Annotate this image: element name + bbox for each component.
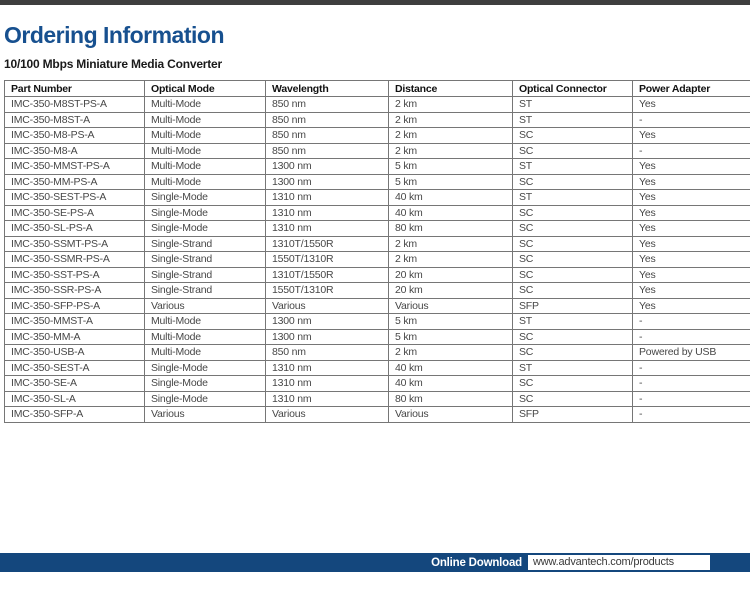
table-cell: IMC-350-MMST-PS-A	[5, 159, 145, 175]
download-url-link[interactable]: www.advantech.com/products	[528, 555, 710, 570]
table-cell: 40 km	[389, 376, 513, 392]
table-cell: 850 nm	[266, 97, 389, 113]
table-row	[5, 329, 750, 345]
table-cell: 1300 nm	[266, 314, 389, 330]
table-cell: SC	[513, 376, 633, 392]
table-cell: IMC-350-MM-PS-A	[5, 174, 145, 190]
table-cell: 1550T/1310R	[266, 252, 389, 268]
table-row	[5, 376, 750, 392]
online-download-label: Online Download	[431, 556, 522, 569]
ordering-table	[4, 80, 750, 423]
table-cell: ST	[513, 360, 633, 376]
table-cell: 1310 nm	[266, 360, 389, 376]
table-cell: SC	[513, 143, 633, 159]
table-cell: -	[633, 112, 750, 128]
table-cell: 20 km	[389, 283, 513, 299]
table-cell: 2 km	[389, 97, 513, 113]
table-cell: 1550T/1310R	[266, 283, 389, 299]
table-cell: IMC-350-SEST-A	[5, 360, 145, 376]
table-cell: -	[633, 407, 750, 423]
table-cell: Single-Mode	[145, 221, 266, 237]
table-cell: IMC-350-SFP-A	[5, 407, 145, 423]
top-divider-bar	[0, 0, 750, 5]
table-cell: -	[633, 329, 750, 345]
table-cell: 1310T/1550R	[266, 267, 389, 283]
table-cell: 40 km	[389, 360, 513, 376]
table-cell: IMC-350-M8ST-PS-A	[5, 97, 145, 113]
table-row	[5, 112, 750, 128]
table-row	[5, 407, 750, 423]
table-row	[5, 174, 750, 190]
table-cell: ST	[513, 112, 633, 128]
table-cell: 5 km	[389, 174, 513, 190]
column-header-optical-mode: Optical Mode	[145, 81, 266, 97]
table-cell: IMC-350-M8-PS-A	[5, 128, 145, 144]
table-cell: -	[633, 314, 750, 330]
table-cell: Single-Mode	[145, 190, 266, 206]
table-cell: Single-Strand	[145, 236, 266, 252]
table-row	[5, 236, 750, 252]
table-cell: 40 km	[389, 190, 513, 206]
table-cell: Yes	[633, 174, 750, 190]
table-cell: Various	[389, 298, 513, 314]
table-cell: 5 km	[389, 314, 513, 330]
section-subtitle: 10/100 Mbps Miniature Media Converter	[4, 57, 222, 71]
table-cell: Multi-Mode	[145, 159, 266, 175]
table-cell: 2 km	[389, 345, 513, 361]
table-cell: IMC-350-SSMR-PS-A	[5, 252, 145, 268]
table-row	[5, 391, 750, 407]
table-cell: Multi-Mode	[145, 174, 266, 190]
ordering-table-header	[5, 81, 750, 97]
table-cell: IMC-350-SEST-PS-A	[5, 190, 145, 206]
table-cell: SC	[513, 391, 633, 407]
table-cell: Powered by USB	[633, 345, 750, 361]
table-cell: 1300 nm	[266, 174, 389, 190]
table-row	[5, 314, 750, 330]
table-row	[5, 221, 750, 237]
table-cell: Yes	[633, 252, 750, 268]
column-header-part-number: Part Number	[5, 81, 145, 97]
table-cell: IMC-350-USB-A	[5, 345, 145, 361]
table-cell: Multi-Mode	[145, 128, 266, 144]
table-cell: IMC-350-SSMT-PS-A	[5, 236, 145, 252]
table-cell: 2 km	[389, 112, 513, 128]
column-header-power-adapter: Power Adapter	[633, 81, 750, 97]
header-row	[5, 81, 750, 97]
table-row	[5, 283, 750, 299]
table-cell: 850 nm	[266, 143, 389, 159]
table-cell: Yes	[633, 283, 750, 299]
table-cell: Single-Mode	[145, 376, 266, 392]
table-cell: 5 km	[389, 329, 513, 345]
table-row	[5, 97, 750, 113]
table-cell: -	[633, 376, 750, 392]
table-cell: SC	[513, 128, 633, 144]
table-cell: SC	[513, 174, 633, 190]
table-cell: Yes	[633, 236, 750, 252]
table-row	[5, 190, 750, 206]
table-cell: 2 km	[389, 252, 513, 268]
table-cell: SC	[513, 267, 633, 283]
table-cell: Various	[389, 407, 513, 423]
table-row	[5, 143, 750, 159]
table-row	[5, 267, 750, 283]
table-cell: Single-Mode	[145, 360, 266, 376]
table-cell: 1300 nm	[266, 159, 389, 175]
table-cell: SC	[513, 345, 633, 361]
table-cell: Single-Strand	[145, 267, 266, 283]
table-cell: Various	[145, 407, 266, 423]
table-cell: IMC-350-MMST-A	[5, 314, 145, 330]
table-cell: Yes	[633, 97, 750, 113]
table-cell: SC	[513, 329, 633, 345]
table-cell: Single-Mode	[145, 391, 266, 407]
table-row	[5, 360, 750, 376]
table-row	[5, 128, 750, 144]
table-cell: 850 nm	[266, 345, 389, 361]
table-cell: 5 km	[389, 159, 513, 175]
table-cell: 1310T/1550R	[266, 236, 389, 252]
table-cell: Multi-Mode	[145, 314, 266, 330]
table-cell: IMC-350-SE-PS-A	[5, 205, 145, 221]
table-cell: SC	[513, 221, 633, 237]
table-cell: -	[633, 360, 750, 376]
table-cell: IMC-350-M8-A	[5, 143, 145, 159]
table-cell: Single-Mode	[145, 205, 266, 221]
table-cell: ST	[513, 159, 633, 175]
table-cell: Yes	[633, 159, 750, 175]
table-cell: SC	[513, 205, 633, 221]
table-cell: 2 km	[389, 128, 513, 144]
column-header-optical-connector: Optical Connector	[513, 81, 633, 97]
table-cell: 20 km	[389, 267, 513, 283]
page-title: Ordering Information	[4, 22, 224, 48]
table-cell: Yes	[633, 205, 750, 221]
table-row	[5, 298, 750, 314]
table-cell: Yes	[633, 221, 750, 237]
table-cell: IMC-350-MM-A	[5, 329, 145, 345]
table-cell: 2 km	[389, 143, 513, 159]
table-cell: IMC-350-SST-PS-A	[5, 267, 145, 283]
table-cell: 1310 nm	[266, 205, 389, 221]
table-cell: Multi-Mode	[145, 329, 266, 345]
table-cell: IMC-350-SL-A	[5, 391, 145, 407]
table-cell: 1300 nm	[266, 329, 389, 345]
table-cell: 80 km	[389, 221, 513, 237]
table-cell: Yes	[633, 298, 750, 314]
table-cell: Various	[266, 298, 389, 314]
table-cell: Single-Strand	[145, 283, 266, 299]
table-cell: SC	[513, 236, 633, 252]
table-cell: Multi-Mode	[145, 112, 266, 128]
table-cell: IMC-350-SE-A	[5, 376, 145, 392]
table-cell: 40 km	[389, 205, 513, 221]
table-row	[5, 252, 750, 268]
column-header-wavelength: Wavelength	[266, 81, 389, 97]
table-cell: SC	[513, 252, 633, 268]
table-cell: 80 km	[389, 391, 513, 407]
table-cell: Various	[145, 298, 266, 314]
table-cell: ST	[513, 314, 633, 330]
table-cell: ST	[513, 97, 633, 113]
table-cell: Yes	[633, 267, 750, 283]
table-cell: SFP	[513, 298, 633, 314]
table-cell: 1310 nm	[266, 190, 389, 206]
column-header-distance: Distance	[389, 81, 513, 97]
table-cell: IMC-350-M8ST-A	[5, 112, 145, 128]
table-row	[5, 205, 750, 221]
table-cell: ST	[513, 190, 633, 206]
table-cell: 1310 nm	[266, 376, 389, 392]
table-cell: IMC-350-SFP-PS-A	[5, 298, 145, 314]
table-cell: Multi-Mode	[145, 143, 266, 159]
table-cell: Single-Strand	[145, 252, 266, 268]
table-cell: SFP	[513, 407, 633, 423]
table-cell: 850 nm	[266, 112, 389, 128]
table-cell: Yes	[633, 128, 750, 144]
table-cell: -	[633, 143, 750, 159]
table-cell: IMC-350-SSR-PS-A	[5, 283, 145, 299]
table-cell: 1310 nm	[266, 221, 389, 237]
table-cell: Yes	[633, 190, 750, 206]
table-cell: Multi-Mode	[145, 97, 266, 113]
ordering-table-body	[5, 97, 750, 423]
footer-bar	[0, 553, 750, 572]
table-cell: 2 km	[389, 236, 513, 252]
table-cell: 1310 nm	[266, 391, 389, 407]
table-cell: Various	[266, 407, 389, 423]
table-cell: IMC-350-SL-PS-A	[5, 221, 145, 237]
table-cell: SC	[513, 283, 633, 299]
table-cell: Multi-Mode	[145, 345, 266, 361]
table-cell: 850 nm	[266, 128, 389, 144]
table-row	[5, 159, 750, 175]
table-cell: -	[633, 391, 750, 407]
table-row	[5, 345, 750, 361]
